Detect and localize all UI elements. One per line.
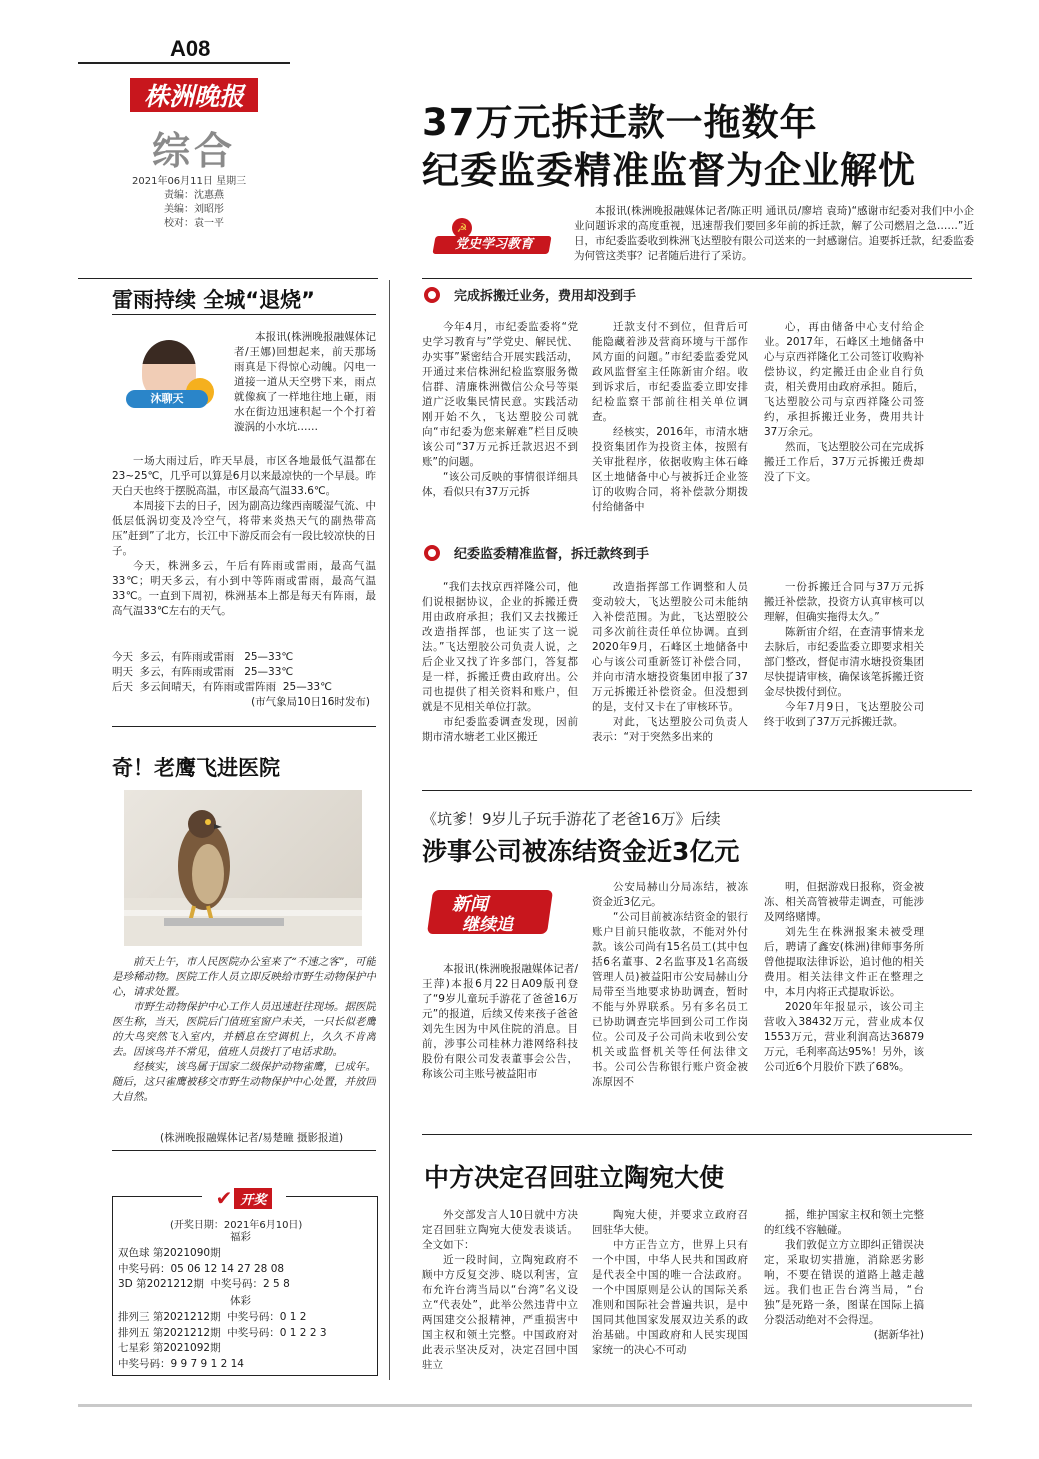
weather-body: 一场大雨过后，昨天早晨，市区各地最低气温都在23~25℃，几乎可以算是6月以来最凉快的一个早晨。昨天白天也终于摆脱高温，市区最高气温33.6℃。 本周接下去的日子，因为副高边缘西南暖湿气流、中低层低涡切变及冷空气，将带来炎热天气的副热带高压”赶到”了北方，长江中下游反而会有一段比较凉快的日子。 今天，株洲多云，午后有阵雨或雷雨，最高气温33℃；明天多云，有小到中等阵雨或雷雨，最高气温33℃。一直到下周初，株洲基本上都是每天有阵雨，最高气温33℃左右的天气。	[112, 455, 376, 617]
subhead-2	[424, 543, 649, 562]
left-top-rule	[78, 278, 378, 279]
fraud-bottom-rule	[422, 1134, 972, 1135]
sec2-col3: 一份拆搬迁合同与37万元拆搬迁补偿款，投资方认真审核可以理解，但确实拖得太久。” 陈新宙介绍，在查清事情来龙去脉后，市纪委监委立即要求相关部门整改，督促市清水塘投资集团尽快提请审核，确保该笔拆搬迁资金尽快拨付到位。 今年7月9日，飞达塑胶公司终于收到了37万元拆搬迁款。	[764, 581, 924, 728]
subhead-1	[424, 285, 636, 304]
main-headline-1: 37万元拆迁款一拖数年	[422, 101, 818, 144]
forecast-source: (市气象局10日16时发布)	[251, 696, 370, 708]
diplomacy-headline: 中方决定召回驻立陶宛大使	[424, 1163, 725, 1192]
checkmark-icon: ✔	[215, 1186, 233, 1210]
lottery-date: (开奖日期：2021年6月10日)	[170, 1220, 303, 1231]
fraud-col1: 本报讯(株洲晚报融媒体记者/王萍)本报6月22日A09版刊登了“9岁儿童玩手游花了爸爸16万元”的报道，后续又传来孩子爸爸刘先生因为中风住院的消息。目前，涉事公司桂林力港网络科技股份有限公司发表董事会公告，称该公司主账号被益阳市	[422, 963, 578, 1080]
diplomacy-col1: 外交部发言人10日就中方决定召回驻立陶宛大使发表谈话。全文如下： 近一段时间，立陶宛政府不顾中方反复交涉、晓以利害，宣布允许台湾当局以“台湾”名义设立“代表处”，此举公然违背中立两国建交公报精神，严重损害中国主权和领土完整。中国政府对此表示坚决反对，决定召回中国驻立	[422, 1209, 578, 1371]
main-top-rule	[422, 278, 972, 279]
sec2-col1: “我们去找京西祥隆公司，他们说根据协议，企业的拆搬迁费用由政府承担；我们又去找搬迁改造指挥部，也证实了这一说法。”飞达塑胶公司负责人说，之后企业又找了许多部门，答复都是一样，拆搬迁费由政府出。公司也提供了相关资料和账户，但就是不见相关单位打款。 市纪委监委调查发现，因前期市清水塘老工业区搬迁	[422, 581, 578, 743]
fraud-col3: 明，但据游戏日报称，资金被冻、相关高管被带走调查，可能涉及网络赌博。 刘先生在株洲报案未被受理后，聘请了鑫安(株洲)律师事务所曾他提取法律诉讼，追讨他的相关费用。相关法律文件正在整理之中，本月内将正式提取诉讼。 2020年年报显示，该公司主营收入38432万元，营业成本仅1553万元，营业利润高达36879万元，毛利率高达95%！另外，该公司近6个月股价下跌了68%。	[764, 881, 924, 1073]
party-history-label: 党史学习教育	[454, 237, 533, 252]
section-name: 综合	[152, 128, 237, 173]
eagle-bird-image	[124, 790, 362, 946]
main-lead: 本报讯(株洲晚报融媒体记者/陈正明 通讯员/廖培 袁琦)“感谢市纪委对我们中小企业问题诉求的高度重视，迅速帮我们要回多年前的拆迁款，解了公司燃眉之急……”近日，市纪委监委收到株洲飞达塑胶有限公司送来的一封感谢信。追要拆迁款，纪委监委为何管这类事？记者随后进行了采访。	[574, 205, 974, 262]
eagle-credit: (株洲晚报融媒体记者/易楚瞳 摄影报道)	[160, 1132, 344, 1144]
lottery-cat-welfare: 福彩	[230, 1231, 251, 1243]
eagle-headline: 奇！老鹰飞进医院	[112, 756, 280, 780]
fraud-col2: 公安局赫山分局冻结，被冻资金近3亿元。 “公司目前被冻结资金的银行账户目前只能收款，不能对外付款。该公司尚有15名员工(其中包括6名董事、2名监事及1名高级管理人员)被益阳市公安局赫山分局带至当地要求协助调查，暂时不能与外界联系。另有多名员工已协助调查完毕回到公司工作岗位。公司及子公司尚未收到公安机关或监督机关等任何法律文书。公司公告称银行账户资金被冻原因不	[592, 881, 748, 1088]
diplomacy-col3: 摇，维护国家主权和领土完整的红线不容触碰。 我们敦促立方立即纠正错误决定，采取切实措施，消除恶劣影响，不要在错误的道路上越走越远。我们也正告台湾当局，“台独”是死路一条，图谋在国际上搞分裂活动绝对不会得逞。 (据新华社)	[764, 1209, 924, 1341]
forecast-today: 今天 多云，有阵雨或雷雨 25—33℃	[112, 651, 294, 663]
issue-date: 2021年06月11日 星期三	[132, 176, 247, 187]
brand-logo	[130, 78, 258, 112]
subhead-1-text: 完成拆搬迁业务，费用却没到手	[454, 289, 637, 304]
eagle-body: 前天上午，市人民医院办公室来了“不速之客”，可能是珍稀动物。医院工作人员立即反映给市野生动物保护中心，请求处置。 市野生动物保护中心工作人员迅速赶往现场。据医院医生称，当天，医院后门值班室窗户未关，一只长似老鹰的大鸟突然飞入室内，并栖息在空调机上，久久不肯离去。因该鸟并不常见，值班人员拨打了电话求助。 经核实，该鸟属于国家二级保护动物雀鹰，已成年。随后，这只雀鹰被移交市野生动物保护中心处置，并放回大自然。	[112, 956, 376, 1103]
lottery-title: 开奖	[234, 1188, 272, 1209]
credit-designer: 美编：刘昭彤	[164, 204, 224, 215]
forecast-day-after: 后天 多云间晴天，有阵雨或雷阵雨 25—33℃	[112, 681, 332, 693]
bullet-icon	[424, 545, 440, 561]
bullet-icon	[424, 287, 440, 303]
main-bottom-rule	[422, 790, 972, 791]
sec1-col2: 迁款支付不到位，但背后可能隐藏着涉及营商环境与干部作风方面的问题。”市纪委监委党风政风监督室主任陈新宙介绍。收到诉求后，市纪委监委立即安排纪检监察干部前往相关单位调查。 经核实，2016年，市清水塘投资集团作为投资主体，按照有关审批程序，依据收购主体石峰区土地储备中心与被拆迁企业签订的收购合同，将补偿款分期拨付给储备中	[592, 321, 748, 513]
news-badge-bottom: 继续追	[462, 915, 513, 935]
page-number: A08	[170, 36, 211, 61]
eagle-bottom-rule	[112, 1150, 376, 1151]
lottery-line: 3D 第2021212期 中奖号码：2 5 8	[118, 1278, 290, 1290]
footer-rule	[78, 1404, 972, 1407]
top-rule	[78, 62, 290, 64]
weather-rule	[112, 314, 376, 315]
lottery-welfare-list	[118, 1246, 290, 1293]
diplomacy-col2: 陶宛大使，并要求立政府召回驻华大使。 中方正告立方，世界上只有一个中国，中华人民共和国政府是代表全中国的唯一合法政府。一个中国原则是公认的国际关系准则和国际社会普遍共识，是中国同其他国家发展双边关系的政治基础。中国政府和人民实现国家统一的决心不可动	[592, 1209, 748, 1356]
lottery-line: 排列五 第2021212期 中奖号码：0 1 2 2 3	[118, 1326, 327, 1339]
lottery-badge	[202, 1185, 286, 1211]
weather-bottom-rule	[112, 726, 376, 727]
lottery-sports-list	[118, 1310, 327, 1372]
lottery-line: 七星彩 第2021092期	[118, 1342, 221, 1354]
news-badge-top: 新闻	[452, 894, 488, 915]
party-emblem-icon: ☭	[452, 218, 472, 238]
lottery-line: 中奖号码：9 9 7 9 1 2 14	[118, 1357, 244, 1370]
sec2-col2: 改造指挥部工作调整和人员变动较大，飞达塑胶公司未能纳入补偿范围。为此，飞达塑胶公司多次前往责任单位协调。直到2020年9月，石峰区土地储备中心与该公司重新签订补偿合同，并向市清水塘投资集团申报了37万元拆搬迁补偿资金。但没想到的是，支付又卡在了审核环节。 对此，飞达塑胶公司负责人表示：“对于突然多出来的	[592, 581, 748, 743]
eagle-photo	[124, 790, 362, 946]
lottery-line: 中奖号码：05 06 12 14 27 28 08	[118, 1262, 285, 1275]
sec1-col3: 心，再由储备中心支付给企业。2017年，石峰区土地储备中心与京西祥隆化工公司签订收购补偿协议，约定搬迁由企业自行负责，相关费用由政府承担。随后，飞达塑胶公司与京西祥隆公司签约，承担拆搬迁业务，费用共计37万余元。 然而，飞达塑胶公司在完成拆搬迁工作后，37万元拆搬迁费却没了下文。	[764, 321, 924, 483]
avatar-label: 沐聊天	[126, 390, 208, 408]
news-follow-badge	[426, 884, 554, 940]
forecast-list	[112, 650, 376, 710]
party-history-badge	[432, 218, 552, 256]
main-headline-2: 纪委监委精准监督为企业解忧	[422, 149, 916, 192]
brand-name: 株洲晚报	[143, 82, 244, 111]
forecast-tomorrow: 明天 多云，有阵雨或雷雨 25—33℃	[112, 666, 294, 678]
subhead-2-text: 纪委监委精准监督，拆迁款终到手	[454, 547, 650, 562]
column-divider	[389, 280, 390, 1380]
credit-proof: 校对：袁一平	[164, 218, 224, 229]
sec1-col1: 今年4月，市纪委监委将“党史学习教育与”学党史、解民忧、办实事”紧密结合开展实践活动，开通过来信株洲纪检监察服务微信群、清廉株洲微信公众号等渠道广泛收集民情民意。实践活动刚开始不久，飞达塑胶公司就向“市纪委为您来解难”栏目反映该公司“37万元拆迁款迟迟不到账”的问题。 “该公司反映的事情很详细具体，看似只有37万元拆	[422, 321, 578, 498]
fraud-headline: 涉事公司被冻结资金近3亿元	[422, 837, 740, 866]
credit-editor: 责编：沈惠燕	[164, 190, 224, 201]
fraud-kicker: 《坑爹！9岁儿子玩手游花了老爸16万》后续	[422, 810, 721, 828]
weather-p1: 本报讯(株洲晚报融媒体记者/王娜)回想起来，前天那场雨真是下得惊心动魄。闪电一道接一道从天空劈下来，雨点就像疯了一样地往地上砸，雨水在街边迅速积起一个个打着漩涡的小水坑……	[234, 331, 376, 433]
weather-headline: 雷雨持续 全城“退烧”	[112, 288, 315, 312]
lottery-line: 排列三 第2021212期 中奖号码：0 1 2	[118, 1311, 307, 1323]
lottery-line: 双色球 第2021090期	[118, 1247, 221, 1259]
lottery-cat-sports: 体彩	[230, 1295, 251, 1307]
avatar	[122, 340, 226, 430]
